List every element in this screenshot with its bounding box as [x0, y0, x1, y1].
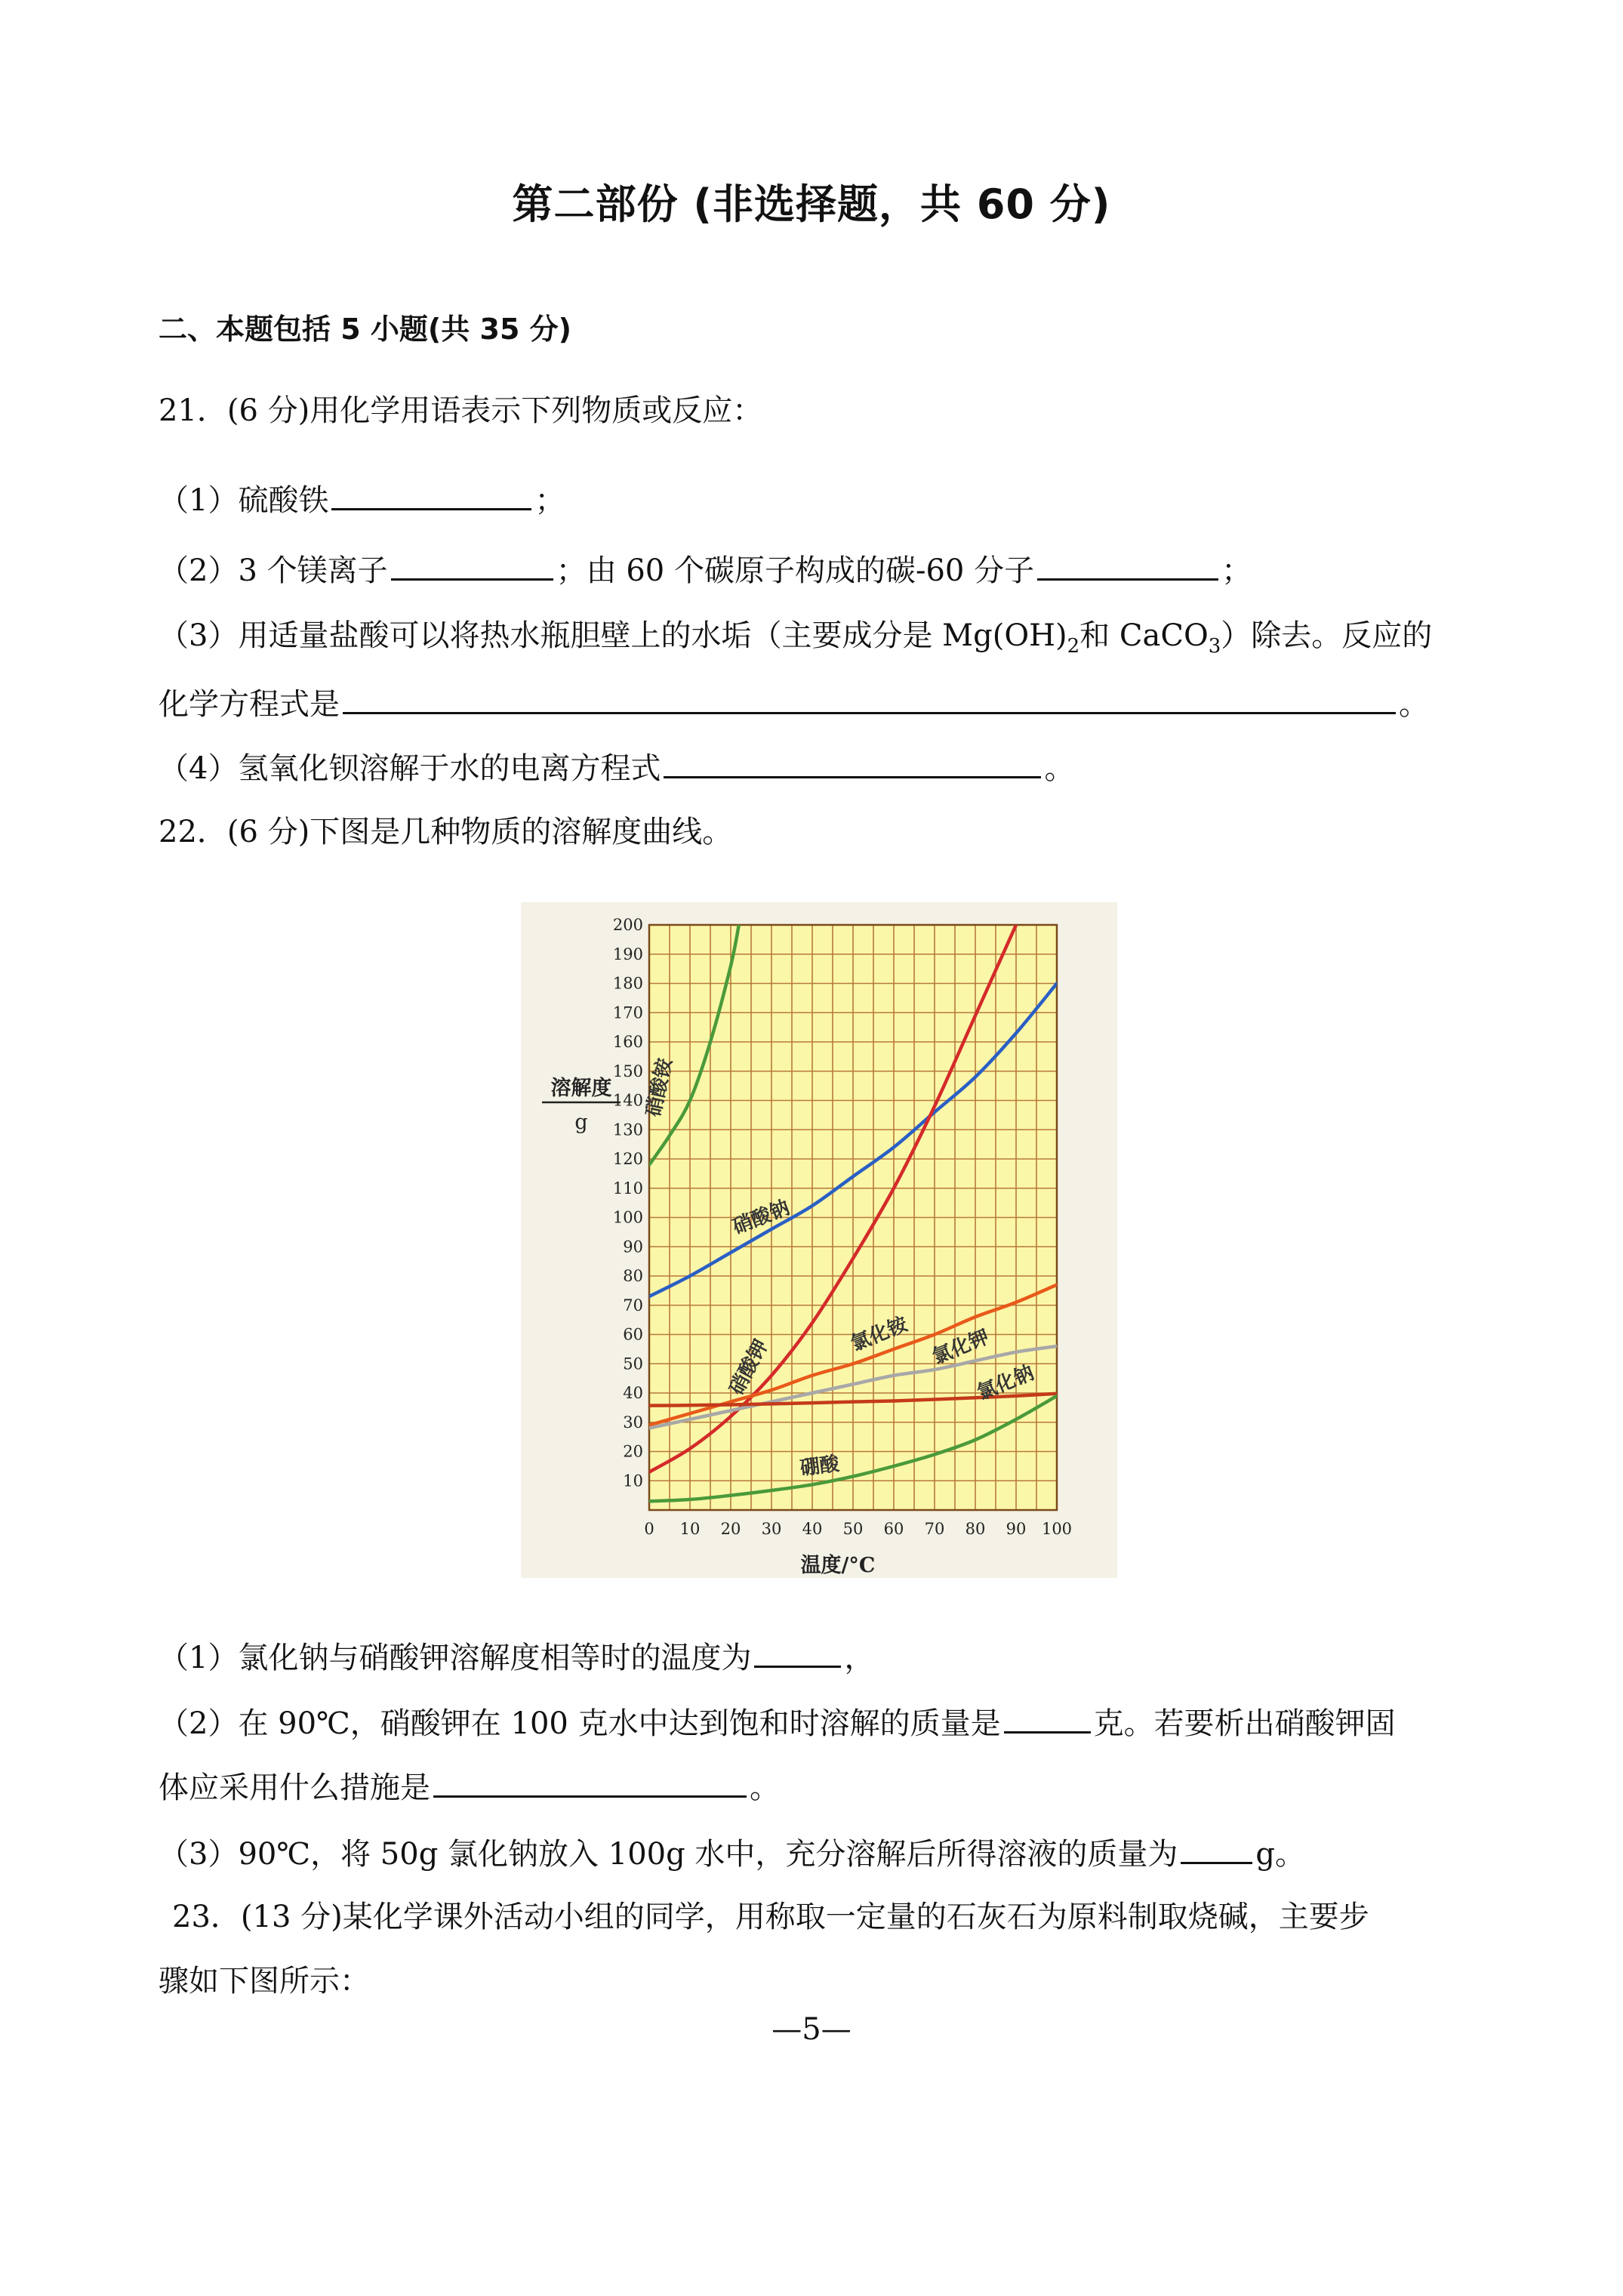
q22-p2-text: （2）在 90℃，硝酸钾在 100 克水中达到饱和时溶解的质量是 [159, 1706, 1001, 1741]
q23-stem-text2: 骤如下图所示： [159, 1964, 370, 1999]
x-tick-label: 50 [842, 1520, 864, 1538]
q22-p2-text3: 体应采用什么措施是 [159, 1771, 430, 1805]
answer-blank[interactable] [391, 550, 553, 581]
x-tick-label: 30 [761, 1520, 782, 1538]
answer-blank[interactable] [1004, 1703, 1091, 1734]
q21-part3 [159, 618, 1432, 658]
answer-blank[interactable] [754, 1637, 841, 1668]
series-label-potassium-nitrate: 硝酸钾 [725, 1336, 773, 1399]
x-tick-label: 40 [802, 1520, 823, 1538]
series-label-sodium-chloride: 氯化钠 [974, 1361, 1037, 1405]
x-axis-label: 温度/°C [800, 1554, 876, 1577]
q21-part3-line2 [159, 683, 1429, 723]
q23-stem [172, 1899, 1369, 1935]
q22-part2-line2 [159, 1767, 780, 1806]
section-heading: 二、本题包括 5 小题(共 35 分) [159, 313, 571, 346]
q21-part1 [159, 479, 565, 519]
q22-p3-text: （3）90℃，将 50g 氯化钠放入 100g 水中，充分溶解后所得溶液的质量为 [159, 1837, 1178, 1872]
page-number: —5— [771, 2012, 852, 2047]
q21-p3-text4: 化学方程式是 [159, 687, 340, 722]
y-tick-label: 170 [612, 1003, 643, 1022]
x-tick-label: 20 [720, 1520, 741, 1538]
y-tick-label: 30 [623, 1413, 643, 1432]
q21-p4-text: （4）氢氧化钡溶解于水的电离方程式 [159, 751, 661, 786]
q21-p3-sub1: 2 [1067, 635, 1080, 658]
q21-p3-text2: 和 CaCO [1079, 618, 1209, 653]
y-tick-label: 150 [612, 1062, 643, 1080]
solubility-chart [521, 902, 1117, 1578]
q22-part3 [159, 1833, 1305, 1872]
q21-stem [159, 393, 762, 429]
y-tick-label: 100 [612, 1208, 643, 1227]
y-tick-label: 80 [623, 1267, 643, 1285]
answer-blank[interactable] [433, 1767, 747, 1798]
answer-blank[interactable] [664, 747, 1041, 778]
q22-part2 [159, 1703, 1396, 1742]
q21-p1-end: ； [534, 483, 565, 518]
y-tick-label: 20 [623, 1442, 643, 1461]
x-tick-label: 60 [883, 1520, 904, 1538]
q21-p3-text: （3）用适量盐酸可以将热水瓶胆壁上的水垢（主要成分是 Mg(OH) [159, 618, 1067, 653]
y-axis-unit: g [574, 1111, 588, 1134]
q21-p2-text: （2）3 个镁离子 [159, 553, 388, 588]
series-label-potassium-chloride: 氯化钾 [929, 1325, 993, 1369]
q21-p2-end: ； [1221, 553, 1252, 588]
x-tick-label: 100 [1041, 1520, 1073, 1538]
y-tick-label: 10 [623, 1472, 643, 1490]
answer-blank[interactable] [343, 683, 1396, 714]
y-tick-label: 180 [612, 974, 643, 993]
q22-stem [159, 814, 732, 850]
x-tick-label: 90 [1006, 1520, 1027, 1538]
y-tick-label: 110 [612, 1179, 643, 1197]
x-tick-label: 10 [679, 1520, 701, 1538]
answer-blank[interactable] [1181, 1833, 1252, 1864]
q22-part1 [159, 1637, 874, 1676]
y-tick-label: 130 [612, 1120, 643, 1139]
q23-stem-text: 23．(13 分)某化学课外活动小组的同学，用称取一定量的石灰石为原料制取烧碱，主要步 [172, 1900, 1369, 1934]
q22-p3-end: g。 [1255, 1837, 1306, 1872]
y-tick-label: 120 [612, 1150, 643, 1168]
y-tick-label: 190 [612, 945, 643, 963]
answer-blank[interactable] [1037, 550, 1218, 581]
x-tick-label: 70 [924, 1520, 945, 1538]
page-title: 第二部份 (非选择题，共 60 分) [512, 180, 1111, 228]
q22-p1-text: （1）氯化钠与硝酸钾溶解度相等时的温度为 [159, 1641, 752, 1675]
q22-stem-text: 22．(6 分)下图是几种物质的溶解度曲线。 [159, 815, 733, 849]
q21-p4-end: 。 [1044, 751, 1075, 786]
y-tick-label: 160 [612, 1033, 643, 1051]
series-label-sodium-nitrate: 硝酸钠 [729, 1196, 793, 1239]
q23-stem-line2 [159, 1963, 370, 1999]
series-label-ammonium-nitrate: 硝酸铵 [642, 1056, 677, 1119]
y-axis-label: 溶解度 [550, 1077, 612, 1100]
series-label-ammonium-chloride: 氯化铵 [848, 1312, 911, 1356]
q21-p2-text2: ；由 60 个碳原子构成的碳-60 分子 [556, 553, 1035, 588]
y-tick-label: 70 [623, 1296, 643, 1314]
q22-p2-end: 。 [750, 1771, 780, 1805]
q22-p1-end: ， [844, 1641, 875, 1675]
q21-p3-sub2: 3 [1208, 635, 1221, 658]
q21-stem-text: 21．(6 分)用化学用语表示下列物质或反应： [159, 393, 763, 428]
series-label-boric-acid: 硼酸 [799, 1453, 841, 1481]
y-tick-label: 50 [623, 1354, 643, 1373]
q21-part2 [159, 550, 1252, 589]
y-tick-label: 60 [623, 1325, 643, 1344]
q21-p1-text: （1）硫酸铁 [159, 483, 329, 518]
y-tick-label: 140 [612, 1091, 643, 1110]
answer-blank[interactable] [331, 479, 531, 510]
x-tick-label: 0 [644, 1520, 654, 1538]
q21-p3-end: 。 [1399, 687, 1429, 722]
x-tick-label: 80 [965, 1520, 986, 1538]
q21-part4 [159, 747, 1074, 787]
y-tick-label: 200 [612, 916, 643, 934]
q22-p2-text2: 克。若要析出硝酸钾固 [1093, 1706, 1396, 1741]
y-tick-label: 40 [623, 1384, 643, 1402]
q21-p3-text3: ）除去。反应的 [1221, 618, 1433, 653]
y-tick-label: 90 [623, 1237, 643, 1256]
